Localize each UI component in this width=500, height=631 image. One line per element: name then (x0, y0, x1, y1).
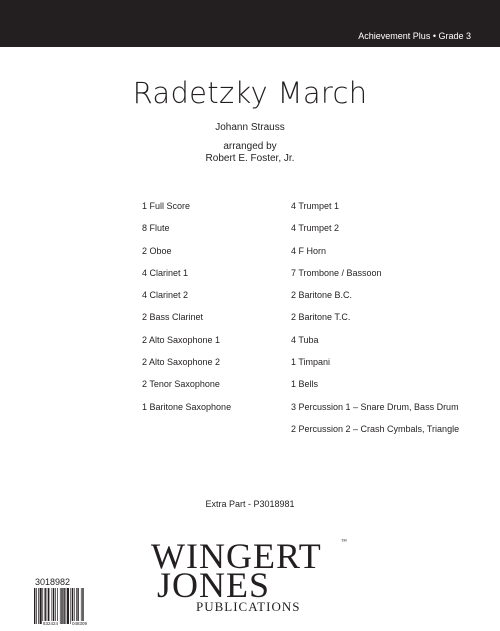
part-item: 1 Full Score (142, 201, 191, 211)
catalog-number: 3018982 (35, 577, 71, 587)
part-item: 2 Alto Saxophone 2 (142, 357, 221, 368)
instrumentation-list-right (291, 201, 459, 446)
logo-line-wingert: WINGERT (151, 536, 322, 576)
part-item: 7 Trombone / Bassoon (291, 267, 382, 278)
part-item: 2 Baritone B.C. (291, 290, 353, 301)
barcode-right-digits: 048309 (72, 621, 88, 626)
part-item: 1 Baritone Saxophone (142, 401, 232, 412)
publisher-logo (151, 537, 351, 617)
part-item: 2 Bass Clarinet (142, 312, 204, 323)
series-grade-label: Achievement Plus • Grade 3 (358, 31, 471, 41)
logo-line-publications: PUBLICATIONS (196, 599, 301, 614)
part-item: 1 Timpani (291, 357, 331, 368)
part-item: 4 Trumpet 2 (291, 223, 340, 234)
part-item: 2 Alto Saxophone 1 (142, 334, 221, 345)
part-item: 2 Tenor Saxophone (142, 379, 220, 390)
composer-name: Johann Strauss (215, 122, 285, 133)
part-item: 3 Percussion 1 – Snare Drum, Bass Drum (291, 401, 459, 412)
extra-part-note: Extra Part - P3018981 (205, 499, 295, 509)
part-item: 2 Baritone T.C. (291, 312, 351, 323)
arranged-by-label: arranged by (223, 141, 277, 152)
part-item: 8 Flute (142, 223, 170, 234)
part-item: 4 Tuba (291, 334, 319, 345)
arranger-name: Robert E. Foster, Jr. (205, 153, 295, 164)
instrumentation-list-left (142, 201, 231, 424)
trademark-mark: ™ (341, 539, 347, 545)
barcode (33, 588, 99, 626)
part-item: 4 Trumpet 1 (291, 201, 340, 211)
part-item: 4 F Horn (291, 245, 327, 256)
part-item: 4 Clarinet 2 (142, 290, 189, 301)
part-item: 1 Bells (291, 379, 319, 390)
part-item: 2 Percussion 2 – Crash Cymbals, Triangle (291, 423, 460, 434)
logo-line-jones: JONES (157, 565, 271, 605)
part-item: 2 Oboe (142, 245, 172, 256)
part-item: 4 Clarinet 1 (142, 267, 189, 278)
header-bar (0, 0, 500, 47)
barcode-left-digits: 832424 (43, 621, 59, 626)
page-title: Radetzky March (132, 76, 368, 110)
